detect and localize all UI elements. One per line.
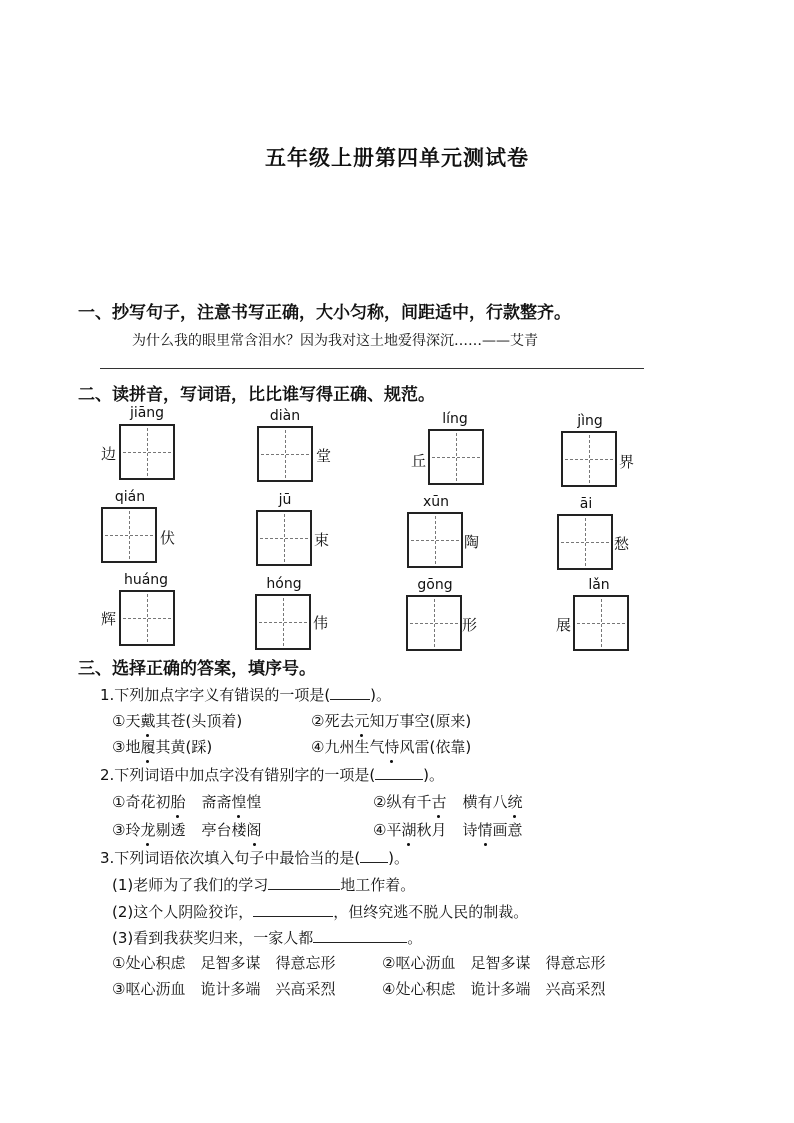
dotted-char: 胎 bbox=[170, 793, 186, 811]
question-2-stem-end: )。 bbox=[423, 766, 445, 784]
option-text: 秋月 bbox=[416, 821, 447, 839]
writing-box[interactable] bbox=[561, 431, 617, 487]
question-3-stem-end: )。 bbox=[388, 849, 410, 867]
option-text: 其苍(头顶着) bbox=[155, 712, 243, 730]
option-text: 其黄(踩) bbox=[155, 738, 213, 756]
question-1-option-3 bbox=[112, 736, 212, 757]
dotted-char: 古 bbox=[431, 793, 447, 811]
writing-box[interactable] bbox=[407, 512, 463, 568]
question-3-option-3: ③呕心沥血 诡计多端 兴高采烈 bbox=[112, 980, 336, 998]
given-char: 界 bbox=[619, 453, 635, 471]
option-text: 知万事空(原来) bbox=[369, 712, 472, 730]
question-2-option-2 bbox=[373, 791, 523, 812]
option-text: ④九州生气 bbox=[311, 738, 385, 756]
option-text: 斋斋 bbox=[201, 793, 232, 811]
pinyin-label: jū bbox=[278, 492, 292, 508]
answer-blank[interactable] bbox=[313, 942, 407, 943]
option-text: 诗 bbox=[462, 821, 478, 839]
option-text: ①奇花初 bbox=[112, 793, 171, 811]
option-text: 惶 bbox=[246, 793, 262, 811]
writing-box[interactable] bbox=[257, 426, 313, 482]
answer-blank[interactable] bbox=[253, 916, 333, 917]
sentence-text: 地工作着。 bbox=[340, 876, 416, 894]
dotted-char: 戴 bbox=[140, 712, 156, 730]
question-3-stem bbox=[100, 847, 409, 868]
question-2-stem bbox=[100, 764, 444, 785]
question-3-sentence-2 bbox=[112, 901, 528, 922]
option-text: 横有八 bbox=[462, 793, 508, 811]
pinyin-label: huáng bbox=[123, 572, 169, 588]
question-3-option-4: ④处心积虑 诡计多端 兴高采烈 bbox=[382, 980, 606, 998]
sentence-text: 。 bbox=[407, 929, 423, 947]
dotted-char: 元 bbox=[354, 712, 370, 730]
sentence-text: (2)这个人阴险狡诈， bbox=[112, 903, 254, 921]
writing-line[interactable] bbox=[100, 368, 644, 369]
pinyin-label: xūn bbox=[422, 494, 450, 510]
section1-quote: 为什么我的眼里常含泪水？因为我对这土地爱得深沉……——艾青 bbox=[132, 333, 538, 349]
pinyin-label: jìng bbox=[577, 413, 603, 429]
given-char: 形 bbox=[462, 616, 478, 634]
option-text: ②纵有千 bbox=[373, 793, 432, 811]
writing-box[interactable] bbox=[573, 595, 629, 651]
option-text: ②死去 bbox=[311, 712, 355, 730]
dotted-char: 惶 bbox=[231, 793, 247, 811]
question-3-option-2: ②呕心沥血 足智多谋 得意忘形 bbox=[382, 954, 606, 972]
option-text: 画意 bbox=[492, 821, 523, 839]
given-char: 伟 bbox=[313, 614, 329, 632]
writing-box[interactable] bbox=[255, 594, 311, 650]
writing-box[interactable] bbox=[119, 590, 175, 646]
given-char: 愁 bbox=[614, 535, 630, 553]
option-text: 风雷(依靠) bbox=[399, 738, 472, 756]
dotted-char: 履 bbox=[140, 738, 156, 756]
option-text: ③玲 bbox=[112, 821, 141, 839]
given-char: 边 bbox=[101, 445, 117, 463]
page-title: 五年级上册第四单元测试卷 bbox=[265, 146, 529, 170]
given-char: 束 bbox=[314, 531, 330, 549]
question-3-sentence-1 bbox=[112, 874, 415, 895]
question-1-stem bbox=[100, 684, 391, 705]
question-2-stem-text: 2.下列词语中加点字没有错别字的一项是( bbox=[100, 766, 376, 784]
writing-box[interactable] bbox=[406, 595, 462, 651]
sentence-text: ，但终究逃不脱人民的制裁。 bbox=[333, 903, 529, 921]
question-1-option-2 bbox=[311, 710, 471, 731]
question-1-stem-end: )。 bbox=[370, 686, 392, 704]
option-text: ③地 bbox=[112, 738, 141, 756]
answer-blank[interactable] bbox=[375, 779, 423, 780]
answer-blank[interactable] bbox=[330, 699, 370, 700]
option-text: ①天 bbox=[112, 712, 141, 730]
answer-blank[interactable] bbox=[360, 862, 388, 863]
dotted-char: 恃 bbox=[384, 738, 400, 756]
dotted-char: 龙 bbox=[140, 821, 156, 839]
given-char: 伏 bbox=[160, 529, 176, 547]
pinyin-label: hóng bbox=[266, 576, 302, 592]
question-1-option-4 bbox=[311, 736, 471, 757]
given-char: 丘 bbox=[411, 452, 427, 470]
dotted-char: 统 bbox=[507, 793, 523, 811]
pinyin-label: āi bbox=[579, 496, 593, 512]
sentence-text: (3)看到我获奖归来，一家人都 bbox=[112, 929, 314, 947]
option-text: ④平 bbox=[373, 821, 402, 839]
question-3-option-1: ①处心积虑 足智多谋 得意忘形 bbox=[112, 954, 336, 972]
pinyin-label: lǎn bbox=[588, 577, 610, 593]
writing-box[interactable] bbox=[557, 514, 613, 570]
pinyin-label: gōng bbox=[417, 577, 453, 593]
question-1-stem-text: 1.下列加点字字义有错误的一项是( bbox=[100, 686, 331, 704]
given-char: 展 bbox=[556, 616, 572, 634]
writing-box[interactable] bbox=[256, 510, 312, 566]
question-3-sentence-3 bbox=[112, 927, 422, 948]
pinyin-label: jiāng bbox=[129, 405, 165, 421]
given-char: 陶 bbox=[464, 533, 480, 551]
writing-box[interactable] bbox=[119, 424, 175, 480]
question-3-stem-text: 3.下列词语依次填入句子中最恰当的是( bbox=[100, 849, 361, 867]
option-text: 剔透 bbox=[155, 821, 186, 839]
pinyin-label: líng bbox=[442, 411, 468, 427]
question-1-option-1 bbox=[112, 710, 242, 731]
section2-heading: 二、读拼音，写词语，比比谁写得正确、规范。 bbox=[78, 385, 435, 405]
question-2-option-4 bbox=[373, 819, 523, 840]
writing-box[interactable] bbox=[101, 507, 157, 563]
dotted-char: 湖 bbox=[401, 821, 417, 839]
dotted-char: 情 bbox=[477, 821, 493, 839]
question-2-option-3 bbox=[112, 819, 262, 840]
section3-heading: 三、选择正确的答案，填序号。 bbox=[78, 659, 316, 679]
question-2-option-1 bbox=[112, 791, 262, 812]
section1-heading: 一、抄写句子，注意书写正确，大小匀称，间距适中，行款整齐。 bbox=[78, 303, 571, 323]
pinyin-label: qián bbox=[114, 489, 146, 505]
given-char: 堂 bbox=[316, 447, 332, 465]
given-char: 辉 bbox=[101, 610, 117, 628]
writing-box[interactable] bbox=[428, 429, 484, 485]
answer-blank[interactable] bbox=[268, 889, 340, 890]
pinyin-label: diàn bbox=[269, 408, 301, 424]
option-text: 亭台楼 bbox=[201, 821, 247, 839]
sentence-text: (1)老师为了我们的学习 bbox=[112, 876, 269, 894]
dotted-char: 阁 bbox=[246, 821, 262, 839]
